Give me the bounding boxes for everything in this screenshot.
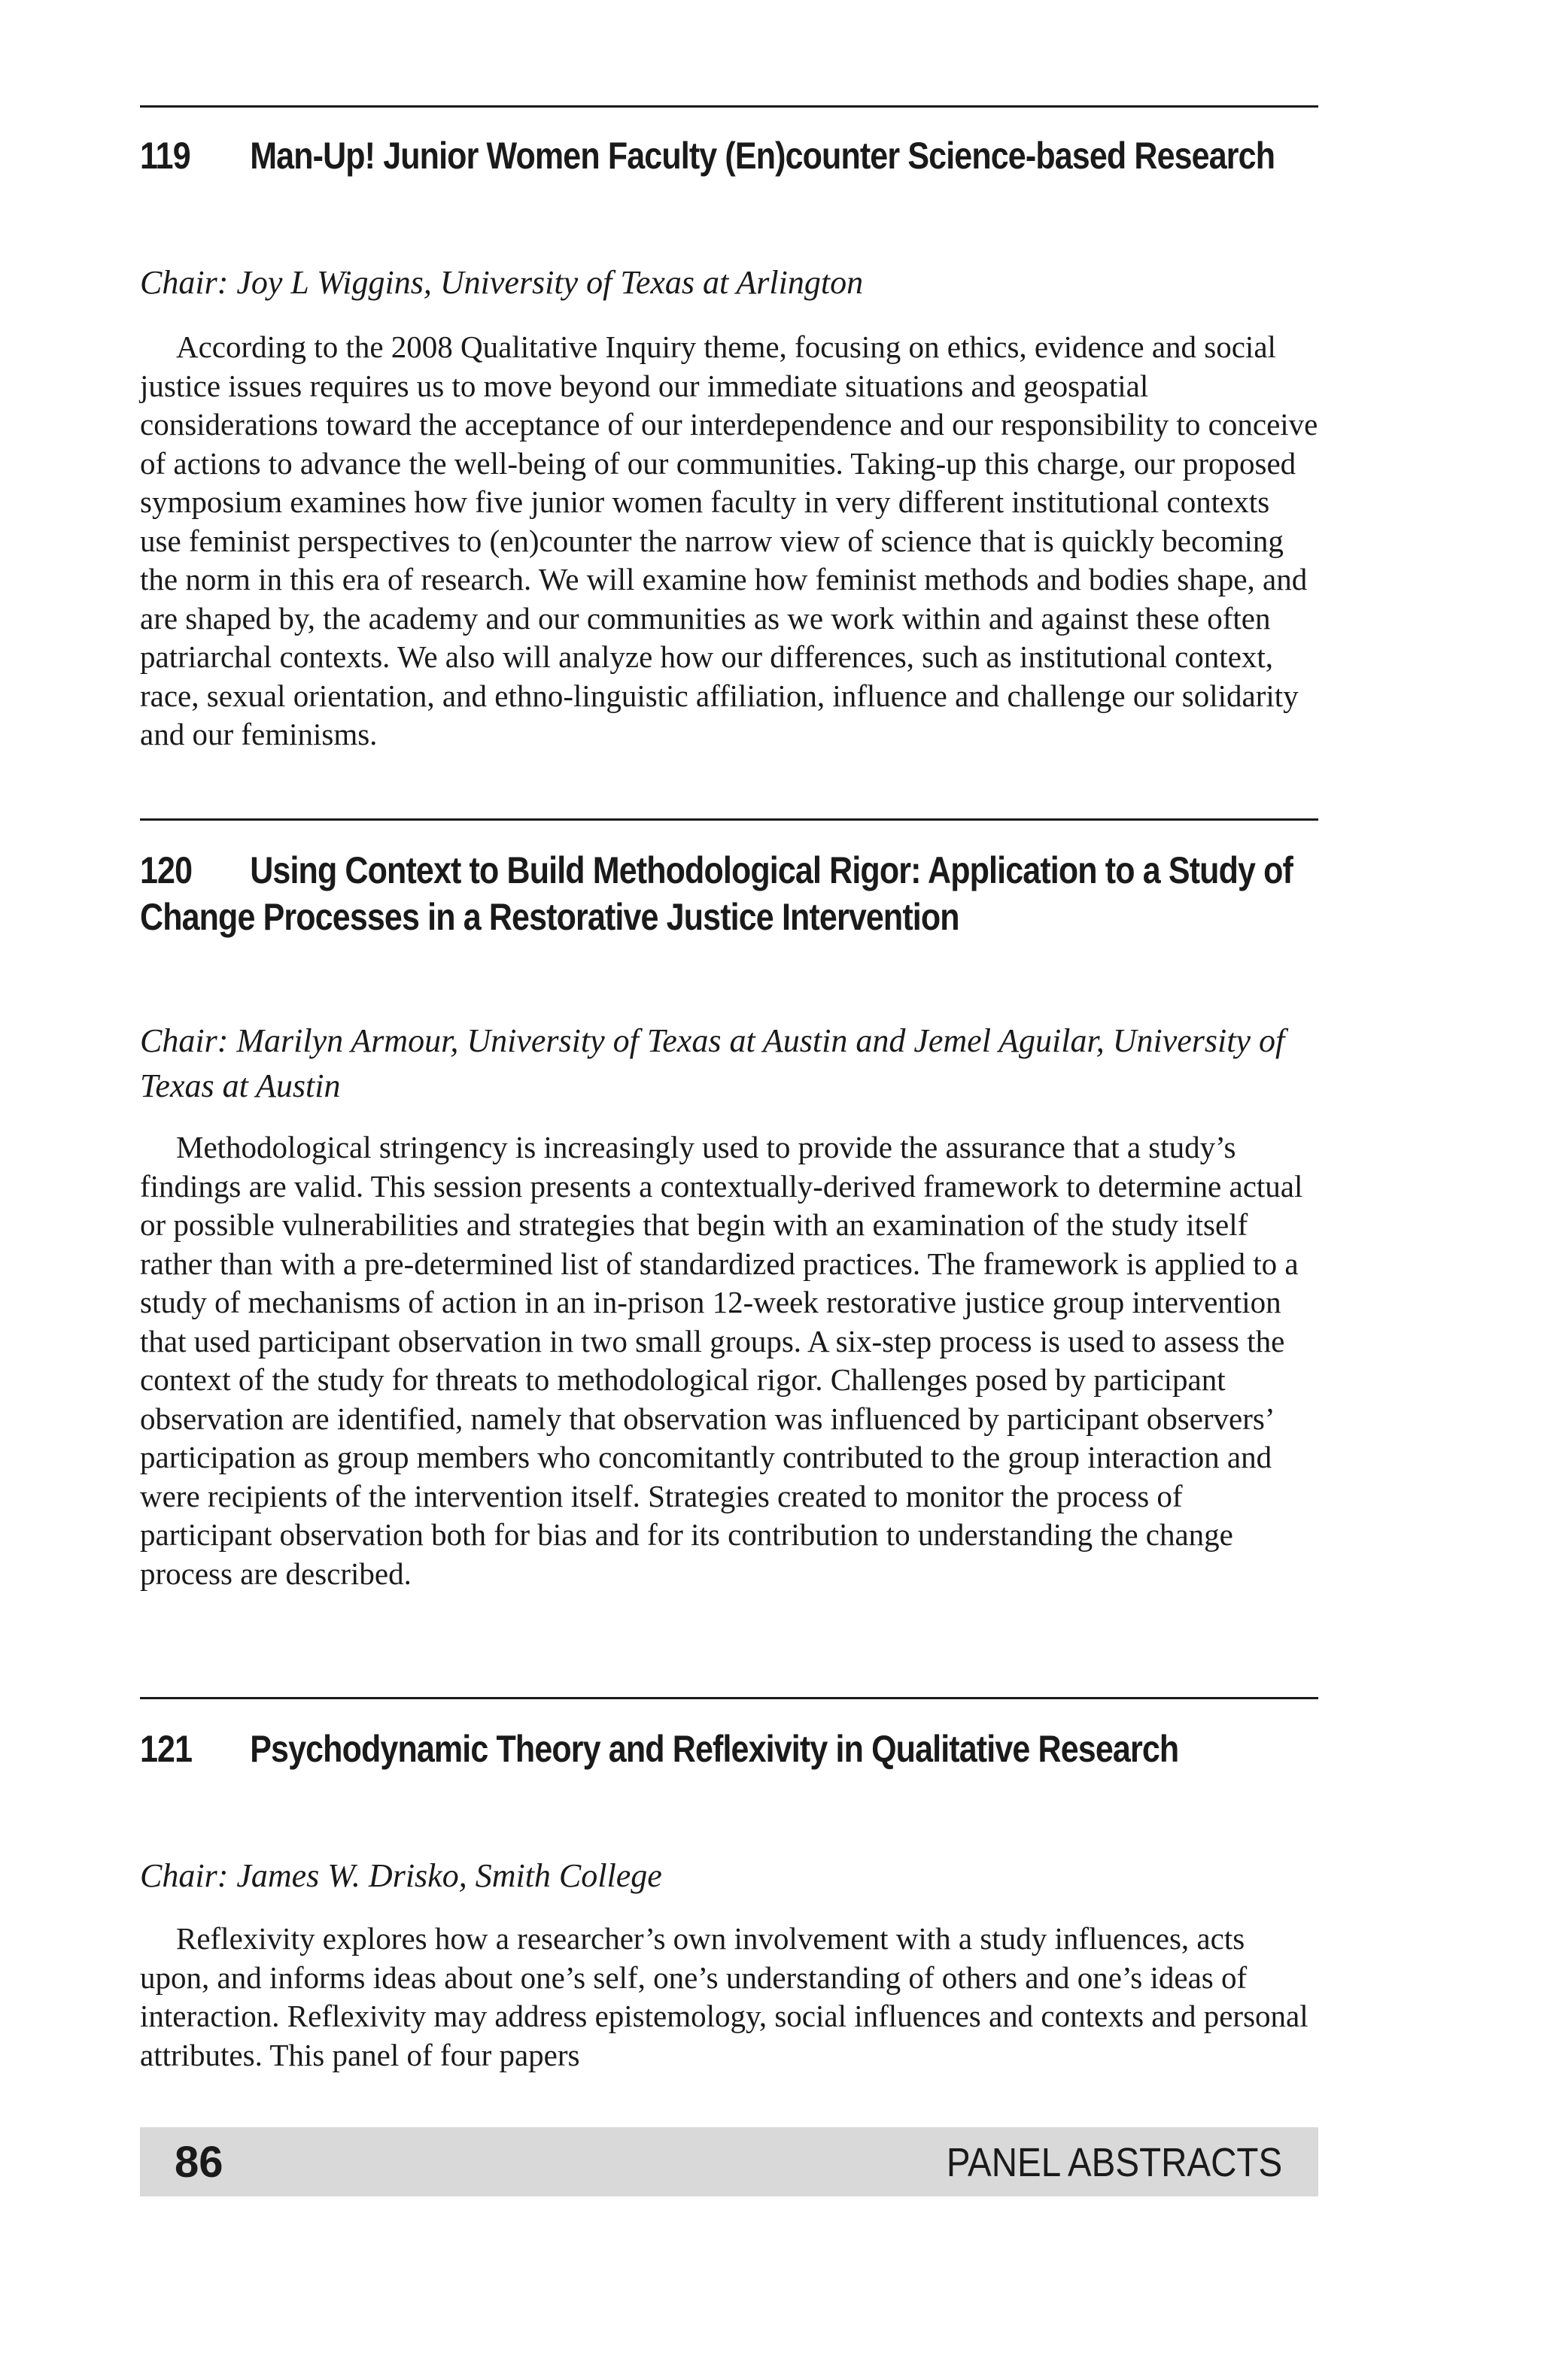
panel-number: 120 <box>140 849 193 891</box>
section-divider <box>140 1697 1318 1699</box>
panel-abstract-121: Reflexivity explores how a researcher’s own involvement with a study influences, acts upon, and informs ideas about one’s self, one’s understanding of others and one’s ideas of interaction. Reflexivity may address epistemology, social influences and contexts and personal attributes. This panel of four papers <box>140 1921 1308 2072</box>
panel-title-text: Psychodynamic Theory and Reflexivity in Qualitative Research <box>250 1728 1179 1770</box>
section-name: PANEL ABSTRACTS <box>946 2140 1282 2185</box>
panel-abstract-119: According to the 2008 Qualitative Inquiry theme, focusing on ethics, evidence and social justice issues requires us to move beyond our immediate situations and geospatial considerations toward the acceptance of our interdependence and our responsibility to conceive of actions to advance the well-being of our communities. Taking-up this charge, our proposed symposium examines how five junior women faculty in very different institutional contexts use feminist perspectives to (en)counter the narrow view of science that is quickly becoming the norm in this era of research. We will examine how feminist methods and bodies shape, and are shaped by, the academy and our communities as we work within and against these often patriarchal contexts. We also will analyze how our differences, such as institutional context, race, sexual orientation, and ethno-linguistic affiliation, influence and challenge our solidarity and our feminisms. <box>140 329 1318 751</box>
panel-title-119 <box>140 132 1318 179</box>
page-footer <box>140 2127 1318 2196</box>
panel-title-text: Man-Up! Junior Women Faculty (En)counter Science-based Research <box>250 135 1275 177</box>
page-number: 86 <box>175 2138 223 2187</box>
section-divider <box>140 818 1318 821</box>
panel-chair-120: Chair: Marilyn Armour, University of Texas at Austin and Jemel Aguilar, University of Texas at Austin <box>140 1022 1285 1104</box>
panel-number: 119 <box>140 135 190 177</box>
section-divider <box>140 105 1318 108</box>
panel-title-120 <box>140 847 1318 940</box>
panel-abstract-120: Methodological stringency is increasingly used to provide the assurance that a study’s findings are valid. This session presents a contextually-derived framework to determine actual or possible vulnerabilities and strategies that begin with an examination of the study itself rather than with a pre-determined list of standardized practices. The framework is applied to a study of mechanisms of action in an in-prison 12-week restorative justice group intervention that used participant observation in two small groups. A six-step process is used to assess the context of the study for threats to methodological rigor. Challenges posed by participant observation are identified, namely that observation was influenced by participant observers’ participation as group members who concomitantly contributed to the group interaction and were recipients of the intervention itself. Strategies created to monitor the process of participant observation both for bias and for its contribution to understanding the change process are described. <box>140 1130 1303 1591</box>
panel-chair-121: Chair: James W. Drisko, Smith College <box>140 1857 662 1894</box>
panel-title-121 <box>140 1726 1318 1772</box>
panel-title-text: Using Context to Build Methodological Rigor: Application to a Study of Change Processes in a Restorative Justice Intervention <box>140 849 1293 938</box>
panel-number: 121 <box>140 1728 193 1770</box>
panel-chair-119: Chair: Joy L Wiggins, University of Texas at Arlington <box>140 264 864 301</box>
